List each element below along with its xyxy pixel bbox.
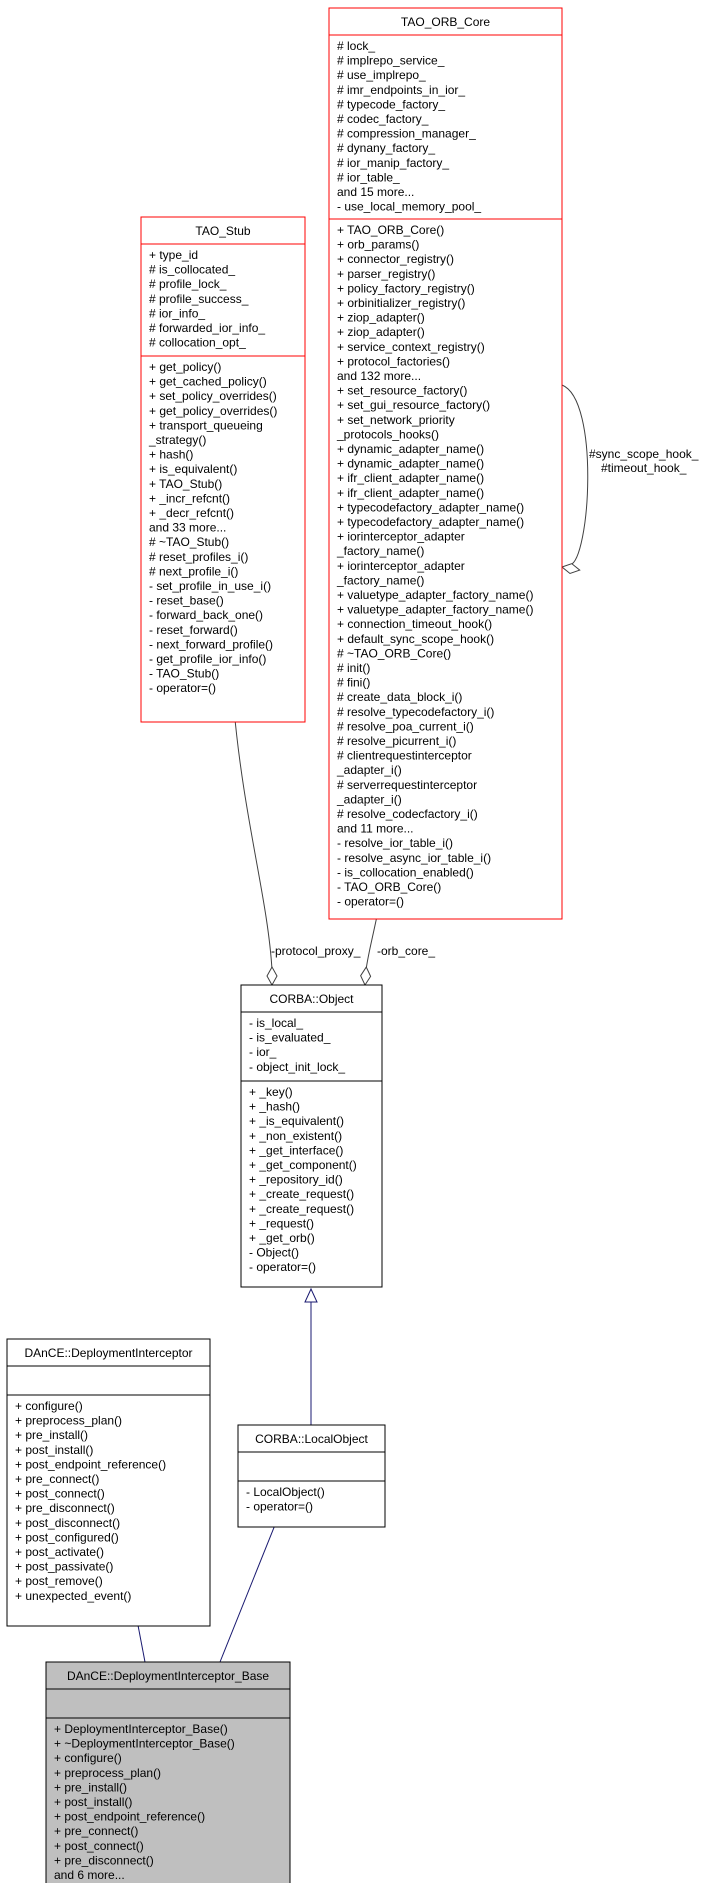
operation-item: - resolve_async_ior_table_i() (337, 850, 492, 865)
operation-item: + _create_request() (249, 1187, 355, 1202)
operation-item: + post_connect() (15, 1486, 105, 1501)
operation-item: + pre_install() (54, 1780, 128, 1795)
edge-protocol-proxy (234, 709, 272, 970)
operation-item: and 11 more... (337, 821, 414, 836)
operation-item: + pre_connect() (54, 1824, 139, 1839)
operation-item: # next_profile_i() (149, 564, 239, 579)
operation-item: # resolve_poa_current_i() (337, 719, 474, 734)
operation-item: + ifr_client_adapter_name() (337, 471, 485, 486)
operation-item: # init() (337, 661, 371, 675)
attribute-item: # dynany_factory_ (337, 141, 436, 156)
edge-label-protocol-proxy: -protocol_proxy_ (271, 944, 361, 958)
operation-item: + _is_equivalent() (249, 1114, 345, 1129)
operation-item: _adapter_i() (337, 763, 402, 778)
operation-item: + ziop_adapter() (337, 310, 425, 325)
attribute-item: and 15 more... (337, 185, 415, 199)
operation-item: + ifr_client_adapter_name() (337, 485, 485, 500)
operation-item: + transport_queueing (149, 418, 263, 433)
operation-item: + _hash() (249, 1099, 301, 1114)
attribute-item: # ior_info_ (149, 306, 206, 321)
attribute-item: # imr_endpoints_in_ior_ (337, 82, 466, 97)
operation-item: _factory_name() (337, 573, 425, 588)
operation-item: # resolve_picurrent_i() (337, 734, 457, 748)
operation-item: + get_policy_overrides() (149, 403, 278, 418)
operation-item: - set_profile_in_use_i() (149, 579, 272, 593)
operation-item: _protocols_hooks() (337, 427, 440, 442)
operation-item: + post_install() (15, 1442, 94, 1457)
operation-item: # clientrequestinterceptor (337, 748, 472, 763)
operation-item: + TAO_ORB_Core() (337, 223, 445, 237)
operation-item: + post_activate() (15, 1545, 105, 1559)
operation-item: # serverrequestinterceptor (337, 777, 478, 792)
operation-item: - LocalObject() (246, 1485, 325, 1499)
attribute-item: - is_local_ (249, 1016, 304, 1030)
operation-item: + _get_component() (249, 1158, 357, 1172)
operation-item: + policy_factory_registry() (337, 281, 475, 296)
attribute-item: # collocation_opt_ (149, 335, 246, 350)
class-title: TAO_ORB_Core (400, 15, 491, 29)
operation-item: + pre_install() (15, 1428, 89, 1443)
attribute-item: # typecode_factory_ (337, 97, 446, 112)
operation-item: + orb_params() (337, 237, 420, 252)
operation-item: + connector_registry() (337, 252, 455, 267)
operation-item: + _decr_refcnt() (149, 506, 235, 520)
operation-item: + typecodefactory_adapter_name() (337, 500, 525, 515)
class-corba-local-object[interactable] (238, 1425, 385, 1527)
class-title: DAnCE::DeploymentInterceptor (24, 1346, 193, 1360)
edge-label-orb-core: -orb_core_ (377, 944, 436, 958)
operation-item: + post_endpoint_reference() (54, 1809, 206, 1824)
operation-item: + protocol_factories() (337, 354, 451, 369)
attribute-item: + type_id (149, 248, 199, 262)
operation-item: + get_policy() (149, 360, 222, 374)
operation-item: + iorinterceptor_adapter (337, 529, 465, 544)
attribute-item: - use_local_memory_pool_ (337, 199, 482, 214)
operation-item: + pre_connect() (15, 1472, 100, 1486)
attribute-item: # forwarded_ior_info_ (149, 321, 266, 335)
edge-base-inherits-localobject (220, 1510, 281, 1662)
operation-item: - operator=() (337, 894, 405, 909)
edge-label-timeout-hook: #timeout_hook_ (601, 461, 687, 475)
class-corba-object[interactable] (241, 985, 382, 1287)
attribute-item: # lock_ (337, 39, 376, 53)
operation-item: + post_passivate() (15, 1559, 114, 1574)
class-title: CORBA::Object (269, 992, 354, 1006)
operation-item: # fini() (337, 675, 371, 690)
operation-item: + connection_timeout_hook() (337, 617, 493, 632)
operation-item: - forward_back_one() (149, 608, 264, 623)
operation-item: + _incr_refcnt() (149, 491, 231, 506)
operation-item: + post_disconnect() (15, 1515, 121, 1530)
operation-item: - get_profile_ior_info() (149, 652, 267, 666)
class-tao-orb-core[interactable] (329, 8, 562, 919)
attribute-item: # ior_table_ (337, 170, 400, 185)
edge-orb-core-diamond (360, 967, 371, 986)
operation-item: + post_endpoint_reference() (15, 1457, 167, 1472)
operation-item: + configure() (15, 1399, 83, 1413)
edge-orb-core (366, 916, 377, 970)
operation-item: + ~DeploymentInterceptor_Base() (54, 1736, 235, 1751)
operation-item: + DeploymentInterceptor_Base() (54, 1722, 228, 1736)
operation-item: + is_equivalent() (149, 462, 238, 477)
operation-item: + typecodefactory_adapter_name() (337, 515, 525, 529)
class-tao-stub[interactable] (141, 217, 305, 722)
attribute-item: - is_evaluated_ (249, 1030, 331, 1045)
operation-item: + orbinitializer_registry() (337, 296, 466, 310)
class-dance-deployment-interceptor[interactable] (7, 1339, 210, 1626)
operation-item: _adapter_i() (337, 792, 402, 807)
operation-item: + _key() (249, 1085, 293, 1099)
operation-item: + dynamic_adapter_name() (337, 456, 485, 471)
operation-item: - resolve_ior_table_i() (337, 836, 454, 851)
operation-item: + hash() (149, 447, 194, 462)
attribute-item: # profile_success_ (149, 291, 249, 306)
operation-item: + _get_orb() (249, 1231, 315, 1245)
operation-item: - reset_forward() (149, 622, 238, 637)
operation-item: + service_context_registry() (337, 339, 485, 354)
edge-protocol-proxy-diamond (267, 967, 277, 985)
operation-item: + preprocess_plan() (54, 1765, 162, 1780)
operation-item: + unexpected_event() (15, 1588, 132, 1603)
class-title: CORBA::LocalObject (255, 1432, 368, 1446)
class-title: TAO_Stub (195, 224, 251, 238)
operation-item: + post_install() (54, 1795, 133, 1809)
edge-label-sync-scope-hook: #sync_scope_hook_ (589, 447, 699, 461)
operation-item: and 132 more... (337, 369, 422, 383)
attribute-item: # use_implrepo_ (337, 68, 426, 83)
operation-item: # ~TAO_ORB_Core() (337, 646, 452, 661)
operation-item: # ~TAO_Stub() (149, 535, 230, 550)
attribute-item: # codec_factory_ (337, 112, 429, 126)
operation-item: - operator=() (149, 681, 217, 696)
operation-item: + post_connect() (54, 1838, 144, 1853)
edge-self-loop (562, 385, 588, 565)
operation-item: + post_configured() (15, 1530, 119, 1545)
operation-item: - Object() (249, 1245, 300, 1260)
operation-item: + ziop_adapter() (337, 325, 425, 340)
operation-item: + _get_interface() (249, 1143, 344, 1158)
operation-item: _strategy() (149, 433, 207, 447)
operation-item: and 6 more... (54, 1868, 125, 1882)
operation-item: - TAO_Stub() (149, 666, 220, 681)
operation-item: + iorinterceptor_adapter (337, 558, 465, 573)
operation-item: - is_collocation_enabled() (337, 865, 474, 880)
attribute-item: # ior_manip_factory_ (337, 155, 450, 170)
operation-item: + post_remove() (15, 1574, 103, 1589)
operation-item: - next_forward_profile() (149, 637, 274, 652)
edge-self-loop-diamond (561, 562, 580, 575)
operation-item: # create_data_block_i() (337, 690, 463, 705)
operation-item: + _request() (249, 1216, 315, 1231)
operation-item: + dynamic_adapter_name() (337, 442, 485, 456)
operation-item: + _non_existent() (249, 1128, 343, 1143)
attribute-item: # compression_manager_ (337, 126, 476, 141)
attribute-item: - object_init_lock_ (249, 1059, 346, 1074)
operation-item: + set_policy_overrides() (149, 389, 277, 404)
operation-item: - operator=() (249, 1260, 317, 1275)
operation-item: + valuetype_adapter_factory_name() (337, 588, 534, 602)
attribute-item: # is_collocated_ (149, 262, 236, 277)
operation-item: + set_network_priority (337, 412, 455, 427)
operation-item: + preprocess_plan() (15, 1413, 123, 1428)
operation-item: and 33 more... (149, 520, 227, 535)
operation-item: + TAO_Stub() (149, 476, 223, 491)
operation-item: - reset_base() (149, 593, 224, 608)
operation-item: + valuetype_adapter_factory_name() (337, 602, 534, 617)
operation-item: + set_gui_resource_factory() (337, 398, 491, 413)
attribute-item: # profile_lock_ (149, 277, 227, 292)
operation-item: + _create_request() (249, 1201, 355, 1216)
operation-item: + pre_disconnect() (15, 1501, 115, 1516)
operation-item: + pre_disconnect() (54, 1853, 154, 1868)
operation-item: + default_sync_scope_hook() (337, 631, 495, 646)
operation-item: # resolve_typecodefactory_i() (337, 704, 495, 719)
operation-item: # resolve_codecfactory_i() (337, 807, 478, 821)
class-title: DAnCE::DeploymentInterceptor_Base (66, 1669, 270, 1683)
operation-item: - operator=() (246, 1499, 314, 1514)
operation-item: + _repository_id() (249, 1172, 343, 1187)
operation-item: # reset_profiles_i() (149, 549, 249, 564)
edge-localobject-arrowhead (305, 1289, 317, 1302)
operation-item: + get_cached_policy() (149, 374, 267, 389)
operation-item: _factory_name() (337, 544, 425, 559)
operation-item: + parser_registry() (337, 266, 436, 281)
operation-item: - TAO_ORB_Core() (337, 880, 442, 894)
class-dance-deployment-interceptor-base[interactable] (46, 1662, 290, 1883)
operation-item: + set_resource_factory() (337, 383, 468, 398)
operation-item: + configure() (54, 1751, 122, 1766)
attribute-item: - ior_ (249, 1045, 277, 1060)
attribute-item: # implrepo_service_ (337, 53, 445, 68)
